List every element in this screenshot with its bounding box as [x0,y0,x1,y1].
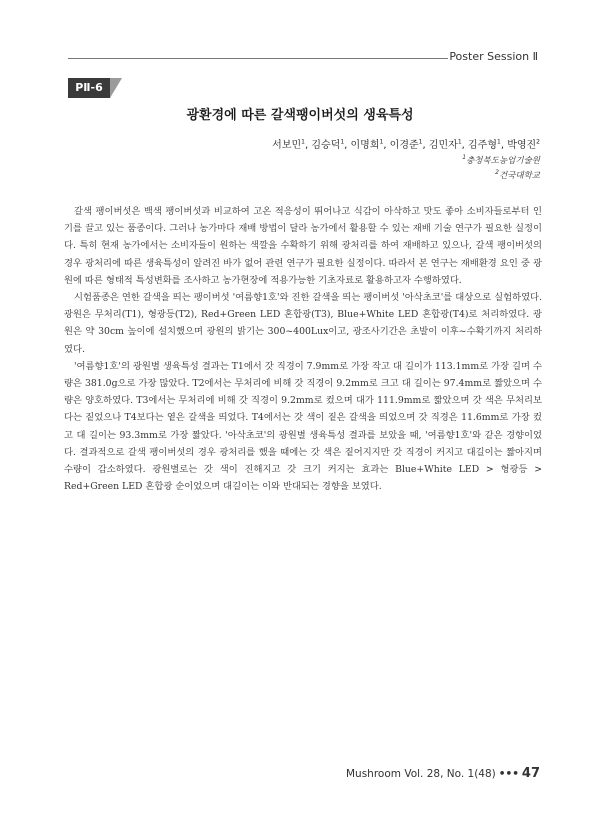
author: 이명희 [350,140,380,151]
affiliation-2 [495,169,540,181]
author: 박영진 [507,140,537,151]
author: 김민자 [428,140,458,151]
author-sup: 1 [379,138,384,146]
affiliation-name: 충청북도농업기술원 [466,156,540,166]
abstract-body [64,203,542,495]
author: 이경준 [389,140,419,151]
author-sup: 1 [497,138,501,146]
paper-code-badge: PⅡ-6 [68,78,110,98]
page-number: 47 [521,766,540,781]
affiliation-sup: 1 [462,154,467,162]
author-sup: 1 [301,138,305,146]
abstract-paragraph: '여름향1호'의 광원별 생육특성 결과는 T1에서 갓 직경이 7.9mm로 가장 작고 대 길이가 113.1mm로 가장 길며 수량은 381.0g으로 가장 많았다. T2에서는 무처리에 비해 갓 직경이 9.2mm로 크고 대 길이는 97.4mm로 짧았으며 수량은 양호하였다. T3에서는 무처리에 비해 갓 직경이 9.2mm로 컸으며 대가 111.9mm로 짧았으며 갓 색은 무처리보다는 짙었으나 T4보다는 옅은 갈색을 띄었다. T4에서는 갓 색이 짙은 갈색을 띄었으며 갓 직경은 11.6mm로 가장 컸고 대 길이는 93.3mm로 가장 짧았다. '아삭초코'의 광원별 생육특성 결과를 보았을 때, '여름향1호'와 같은 경향이었다. 결과적으로 갈색 팽이버섯의 경우 광처리를 했을 때에는 갓 색은 짙어지지만 갓 직경이 커지고 대길이는 짧아지며 수량이 감소하였다. 광원별로는 갓 색이 진해지고 갓 크기 커지는 효과는 Blue+White LED > 형광등 > Red+Green LED 혼합광 순이었으며 대길이는 이와 반대되는 경향을 보였다. [64,360,542,493]
author-sup: 1 [457,138,462,146]
abstract-paragraph: 갈색 팽이버섯은 백색 팽이버섯과 비교하여 고온 적응성이 뛰어나고 식감이 아삭하고 맛도 좋아 소비자들로부터 인기를 끌고 있는 품종이다. 그러나 농가마다 재배 방법이 달라 농가에서 활용할 수 있는 재배 기술 연구가 필요한 실정이다. 특히 현재 농가에서는 소비자들이 원하는 색깔을 수확하기 위해 광처리를 하여 재배하고 있으나, 갈색 팽이버섯의 경우 광처리에 따른 생육특성이 알려진 바가 없어 관련 연구가 필요한 실정이다. 따라서 본 연구는 재배환경 요인 중 광원에 따른 형태적 특성변화를 조사하고 농가현장에 적용가능한 기초자료로 활용하고자 수행하였다. [64,206,543,286]
session-header: Poster Session Ⅱ [449,50,538,63]
affiliation-1 [462,154,540,166]
author: 김승덕 [311,140,341,151]
journal-citation: Mushroom Vol. 28, No. 1(48) [346,768,496,780]
footer-dots: ••• [498,768,519,780]
paper-title: 광환경에 따른 갈색팽이버섯의 생육특성 [186,108,414,123]
page-footer [346,766,540,781]
affiliation-sup: 2 [495,169,499,177]
author-list: 서보민$^1$, 김승덕$^1$, 이명희$^1$, 이경준$^1$, 김민자$^1$, 김주형$^1$, 박영진$^2$ [272,138,540,151]
author-sup: 1 [418,138,423,146]
author: 김주형 [468,140,497,151]
header-rule [68,58,448,59]
author-sup: 2 [536,138,540,146]
author-sup: 1 [340,138,345,146]
paper-code-badge-tail [110,78,122,98]
abstract-paragraph: 시험품종은 연한 갈색을 띄는 팽이버섯 '여름향1호'와 진한 갈색을 띄는 팽이버섯 '아삭초코'를 대상으로 실험하였다. 광원은 무처리(T1), 형광등(T2), Red+Green LED 혼합광(T3), Blue+White LED 혼합광(T4)로 처리하였다. 광원은 약 30cm 높이에 설치했으며 광원의 밝기는 300~400Lux이고, 광조사기간은 초발이 이후~수확기까지 처리하였다. [64,292,542,355]
affiliation-name: 건국대학교 [498,171,540,181]
author: 서보민 [272,140,302,151]
